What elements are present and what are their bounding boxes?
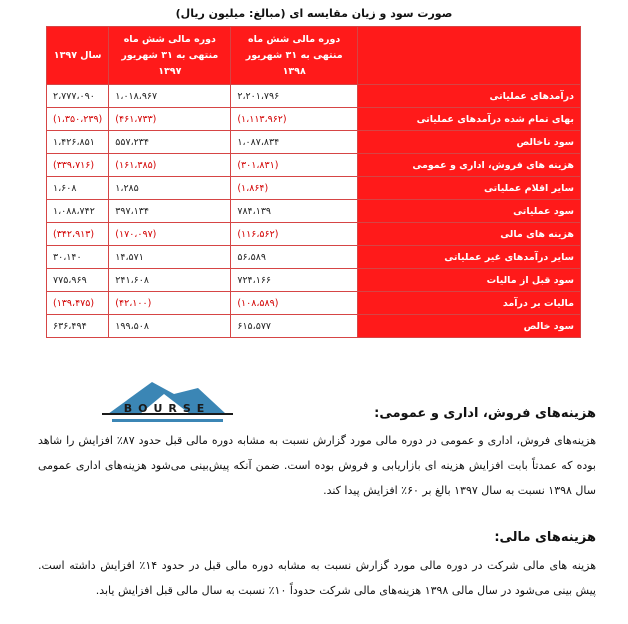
value-cell: (۳۳۹،۷۱۶) [47, 154, 109, 177]
value-cell: ۳۹۷،۱۳۴ [109, 200, 231, 223]
value-cell: (۴۲،۱۰۰) [109, 292, 231, 315]
table-header-row [47, 27, 581, 85]
logo-text: BOURSE [123, 402, 211, 415]
value-cell: (۱۳۹،۴۷۵) [47, 292, 109, 315]
value-cell: (۴۶۱،۷۳۳) [109, 108, 231, 131]
header-cell [358, 27, 581, 85]
table-row [47, 154, 581, 177]
value-cell: (۱۶۱،۳۸۵) [109, 154, 231, 177]
value-cell: ۶۱۵،۵۷۷ [231, 315, 358, 338]
value-cell: (۱۱۶،۵۶۲) [231, 223, 358, 246]
header-cell: دوره مالی شش ماه منتهی به ۳۱ شهریور ۱۳۹۸ [231, 27, 358, 85]
row-label: بهای تمام شده درآمدهای عملیاتی [358, 108, 581, 131]
table-row [47, 108, 581, 131]
value-cell: (۱،۸۶۴) [231, 177, 358, 200]
value-cell: (۳۰۱،۸۳۱) [231, 154, 358, 177]
row-label: مالیات بر درآمد [358, 292, 581, 315]
value-cell: ۲،۲۰۱،۷۹۶ [231, 85, 358, 108]
section-paragraph-financial-costs: هزینه های مالی شرکت در دوره مالی مورد گزارش نسبت به مشابه دوره مالی قبل در حدود ۱۴٪ افزایش داشته است. پیش بینی می‌شود در سال مالی ۱۳۹۸ هزینه‌های مالی شرکت حدوداً ۱۰٪ نسبت به سال مالی قبل افزایش یابد. [38, 559, 597, 597]
table-body [47, 85, 581, 338]
value-cell: ۶۳۶،۴۹۴ [47, 315, 109, 338]
row-label: سایر اقلام عملیاتی [358, 177, 581, 200]
table-row [47, 200, 581, 223]
value-cell: ۷۷۵،۹۶۹ [47, 269, 109, 292]
row-label: هزینه های مالی [358, 223, 581, 246]
header-cell: دوره مالی شش ماه منتهی به ۳۱ شهریور ۱۳۹۷ [109, 27, 231, 85]
header-cell: سال ۱۳۹۷ [47, 27, 109, 85]
logo-tagline-bar [112, 419, 223, 422]
section-heading-sales-admin: هزینه‌های فروش، اداری و عمومی: [374, 406, 596, 421]
section-paragraph-sales-admin: هزینه‌های فروش، اداری و عمومی در دوره مالی مورد گزارش نسبت به مشابه دوره مالی قبل حدود ۸۷٪ افزایش را شاهد بوده که عمدتاً بابت افزایش هزینه ای بازاریابی و فروش بوده است. ضمن آنکه پیش‌بینی می‌شود هزینه‌های اداری عمومی سال ۱۳۹۸ نسبت به سال ۱۳۹۷ بالغ بر ۶۰٪ افزایش پیدا کند. [38, 434, 597, 497]
table-row [47, 85, 581, 108]
section-heading-financial-costs: هزینه‌های مالی: [494, 530, 596, 545]
value-cell: ۷۸۴،۱۳۹ [231, 200, 358, 223]
table-row [47, 177, 581, 200]
value-cell: ۱،۴۲۶،۸۵۱ [47, 131, 109, 154]
value-cell: ۱۹۹،۵۰۸ [109, 315, 231, 338]
row-label: سود عملیاتی [358, 200, 581, 223]
table-row [47, 131, 581, 154]
table-row [47, 223, 581, 246]
value-cell: ۳۰،۱۴۰ [47, 246, 109, 269]
value-cell: ۱،۰۱۸،۹۶۷ [109, 85, 231, 108]
table-row [47, 315, 581, 338]
value-cell: ۲،۷۷۷،۰۹۰ [47, 85, 109, 108]
value-cell: ۵۶،۵۸۹ [231, 246, 358, 269]
value-cell: ۱،۲۸۵ [109, 177, 231, 200]
row-label: هزینه های فروش، اداری و عمومی [358, 154, 581, 177]
row-label: سایر درآمدهای غیر عملیاتی [358, 246, 581, 269]
table-row [47, 269, 581, 292]
value-cell: ۲۴۱،۶۰۸ [109, 269, 231, 292]
value-cell: ۵۵۷،۲۳۴ [109, 131, 231, 154]
value-cell: (۱۰۸،۵۸۹) [231, 292, 358, 315]
value-cell: ۷۲۴،۱۶۶ [231, 269, 358, 292]
value-cell: (۱۷۰،۰۹۷) [109, 223, 231, 246]
value-cell: ۱،۰۸۷،۸۳۴ [231, 131, 358, 154]
table-row [47, 292, 581, 315]
row-label: سود قبل از مالیات [358, 269, 581, 292]
value-cell: ۱۴،۵۷۱ [109, 246, 231, 269]
row-label: سود خالص [358, 315, 581, 338]
value-cell: (۱،۱۱۳،۹۶۲) [231, 108, 358, 131]
row-label: درآمدهای عملیاتی [358, 85, 581, 108]
statement-title: صورت سود و زیان مقایسه ای (مبالغ: میلیون ریال) [175, 7, 453, 20]
row-label: سود ناخالص [358, 131, 581, 154]
bourse-logo [100, 378, 235, 426]
table-row [47, 246, 581, 269]
value-cell: (۱،۳۵۰،۲۳۹) [47, 108, 109, 131]
value-cell: ۱،۰۸۸،۷۴۲ [47, 200, 109, 223]
income-statement-table [46, 26, 581, 338]
value-cell: ۱،۶۰۸ [47, 177, 109, 200]
value-cell: (۳۴۲،۹۱۳) [47, 223, 109, 246]
